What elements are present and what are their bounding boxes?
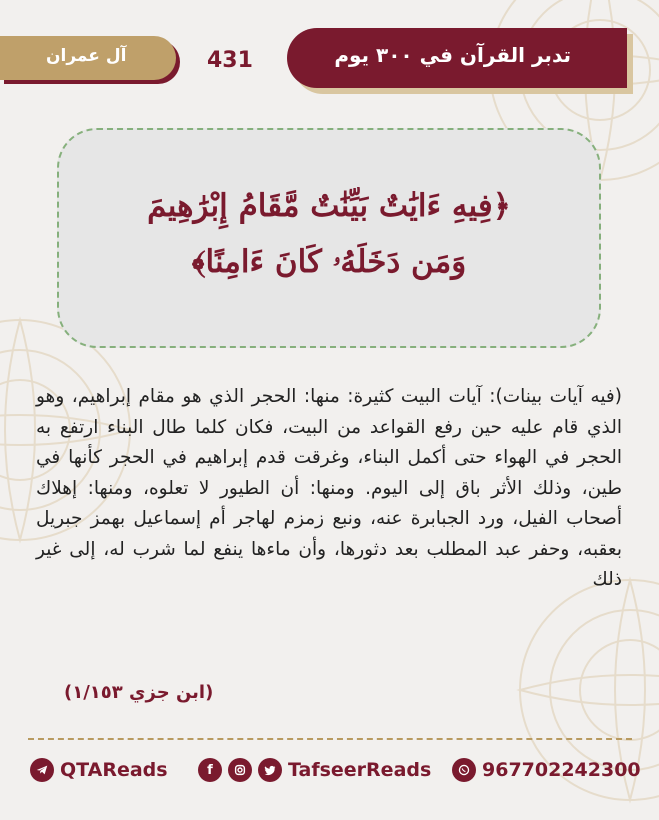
tafsir-text: (فيه آيات بينات): آيات البيت كثيرة: منها: الحجر الذي هو مقام إبراهيم، وهو الذي قام عليه حين رفع القواعد من البيت، فكان كلما طال البناء ارتفع به الحجر في الهواء حتى أكمل البناء، وغرقت قدم إبراهيم في الحجر كأنها في طين، وذلك الأثر باق إلى اليوم. ومنها: أن الطيور لا تعلوه، ومنها: إهلاك أصحاب الفيل، ورد الجبابرة عنه، ونبع زمزم لهاجر أم إسماعيل بهمز جبريل بعقبه، وحفر عبد المطلب بعد دثورها، وأن ماءها ينفع لما شرب له، إلى غير ذلك (36, 386, 622, 590)
footer (0, 752, 659, 792)
verse-line-2: وَمَن دَخَلَهُۥ كَانَ ءَامِنًا﴾ (191, 244, 467, 280)
page-title: تدبر القرآن في ٣٠٠ يوم (334, 43, 571, 67)
footer-divider (28, 738, 632, 742)
page-number: 431 (207, 48, 253, 73)
title-banner (287, 28, 627, 88)
social-handle: TafseerReads (288, 759, 432, 781)
verse-card (57, 128, 601, 348)
twitter-icon[interactable] (258, 758, 282, 782)
telegram-link[interactable] (30, 758, 168, 782)
facebook-icon[interactable]: f (198, 758, 222, 782)
instagram-icon[interactable] (228, 758, 252, 782)
verse-text (59, 178, 599, 290)
surah-tab (0, 36, 176, 80)
whatsapp-number: 967702242300 (482, 759, 641, 781)
telegram-handle: QTAReads (60, 759, 168, 781)
surah-name: آل عمران (46, 46, 127, 66)
whatsapp-link[interactable] (452, 758, 641, 782)
tafsir-source: (ابن جزي ١/١٥٣) (64, 682, 214, 703)
whatsapp-icon (452, 758, 476, 782)
telegram-icon (30, 758, 54, 782)
social-links[interactable] (198, 758, 431, 782)
verse-line-1: ﴿فِيهِ ءَايَٰتٌ بَيِّنَٰتٌ مَّقَامُ إِبْرَٰهِيمَ (147, 188, 511, 224)
